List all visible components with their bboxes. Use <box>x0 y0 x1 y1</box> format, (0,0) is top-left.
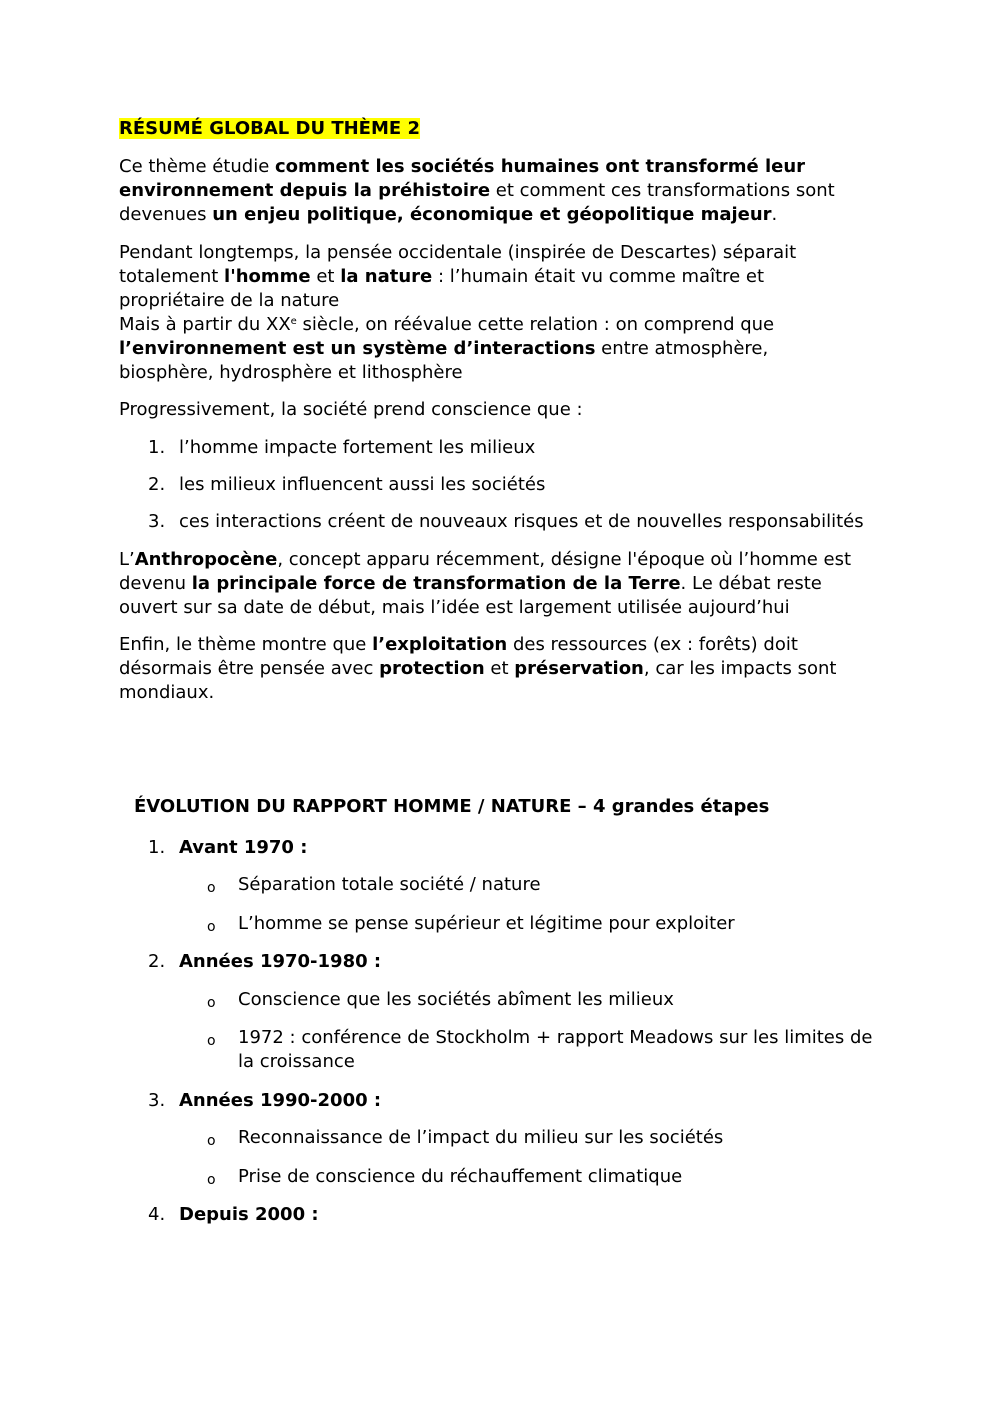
step-item: Conscience que les sociétés abîment les milieux <box>238 989 674 1010</box>
step-item: L’homme se pense supérieur et légitime pour exploiter <box>238 913 735 934</box>
bullet-icon: o <box>207 1133 216 1149</box>
bullet-icon: o <box>207 1172 216 1188</box>
document-page: RÉSUMÉ GLOBAL DU THÈME 2 Ce thème étudie comment les sociétés humaines ont transformé leur environnement depuis la préhistoire et comment ces transformations sont devenues un enjeu politique, économique et géopolitique majeur. Pendant longtemps, la pensée occidentale (inspirée de Descartes) séparait totalement l'homme et la nature : l’humain était vu comme maître et propriétaire de la nature Mais à partir du XXe siècle, on réévalue cette relation : on comprend que l’environnement est un système d’interactions entre atmosphère, biosphère, hydrosphère et lithosphère Progressivement, la société prend conscience que : 1. l’homme impacte fortement les milieux 2. les milieux influencent aussi les sociétés 3. ces interactions créent de nouveaux risques et de nouvelles responsabilités L’Anthropocène, concept apparu récemment, désigne l'époque où l’homme est devenu la principale force de transformation de la Terre. Le débat reste ouvert sur sa date de début, mais l’idée est largement utilisée aujourd’hui Enfin, le thème montre que l’exploitation des ressources (ex : forêts) doit désormais être pensée avec protection et préservation, car les impacts sont mondiaux. ÉVOLUTION DU RAPPORT HOMME / NATURE – 4 grandes étapes 1. Avant 1970 : o Séparation totale société / nature o L’homme se pense supérieur et légitime pour exploiter 2. Années 1970-1980 : o Conscience que les sociétés abîment les milieux o 1972 : conférence de Stockholm + rapport Meadows sur les limites de la croissance 3. Années 1990-2000 : o Reconnaissance de l’impact du milieu sur les sociétés o Prise de conscience du réchauffement climatique 4. Depuis 2000 : <box>0 0 993 1404</box>
bullet-icon: o <box>207 995 216 1011</box>
step-label: Depuis 2000 : <box>179 1204 319 1225</box>
step-item: Séparation totale société / nature <box>238 874 541 895</box>
evolution-title: ÉVOLUTION DU RAPPORT HOMME / NATURE – 4 grandes étapes <box>134 796 770 817</box>
step-item: Reconnaissance de l’impact du milieu sur les sociétés <box>238 1127 724 1148</box>
bullet-icon: o <box>207 919 216 935</box>
step-label: Années 1990-2000 : <box>179 1090 382 1111</box>
summary-title <box>119 117 889 141</box>
step-label: Années 1970-1980 : <box>179 951 382 972</box>
summary-paragraph-anthropocene: L’Anthropocène, concept apparu récemment, désigne l'époque où l’homme est devenu la principale force de transformation de la Terre. Le débat reste ouvert sur sa date de début, mais l’idée est largement utilisée aujourd’hui <box>119 549 852 618</box>
step-label: Avant 1970 : <box>179 837 308 858</box>
summary-paragraph-awareness: Progressivement, la société prend conscience que : <box>119 399 583 420</box>
summary-paragraph-history: Pendant longtemps, la pensée occidentale (inspirée de Descartes) séparait totalement l'homme et la nature : l’humain était vu comme maître et propriétaire de la nature Mais à partir du XXe siècle, on réévalue cette relation : on comprend que l’environnement est un système d’interactions entre atmosphère, biosphère, hydrosphère et lithosphère <box>119 242 797 383</box>
bullet-icon: o <box>207 1033 216 1049</box>
step-item: 1972 : conférence de Stockholm + rapport Meadows sur les limites de la croissance <box>238 1027 873 1072</box>
summary-paragraph-exploitation: Enfin, le thème montre que l’exploitation des ressources (ex : forêts) doit désormais être pensée avec protection et préservation, car les impacts sont mondiaux. <box>119 634 837 703</box>
step-item: Prise de conscience du réchauffement climatique <box>238 1166 683 1187</box>
summary-title-text: RÉSUMÉ GLOBAL DU THÈME 2 <box>119 118 420 139</box>
summary-paragraph-intro: Ce thème étudie comment les sociétés humaines ont transformé leur environnement depuis la préhistoire et comment ces transformations sont devenues un enjeu politique, économique et géopolitique majeur. <box>119 156 835 225</box>
bullet-icon: o <box>207 880 216 896</box>
